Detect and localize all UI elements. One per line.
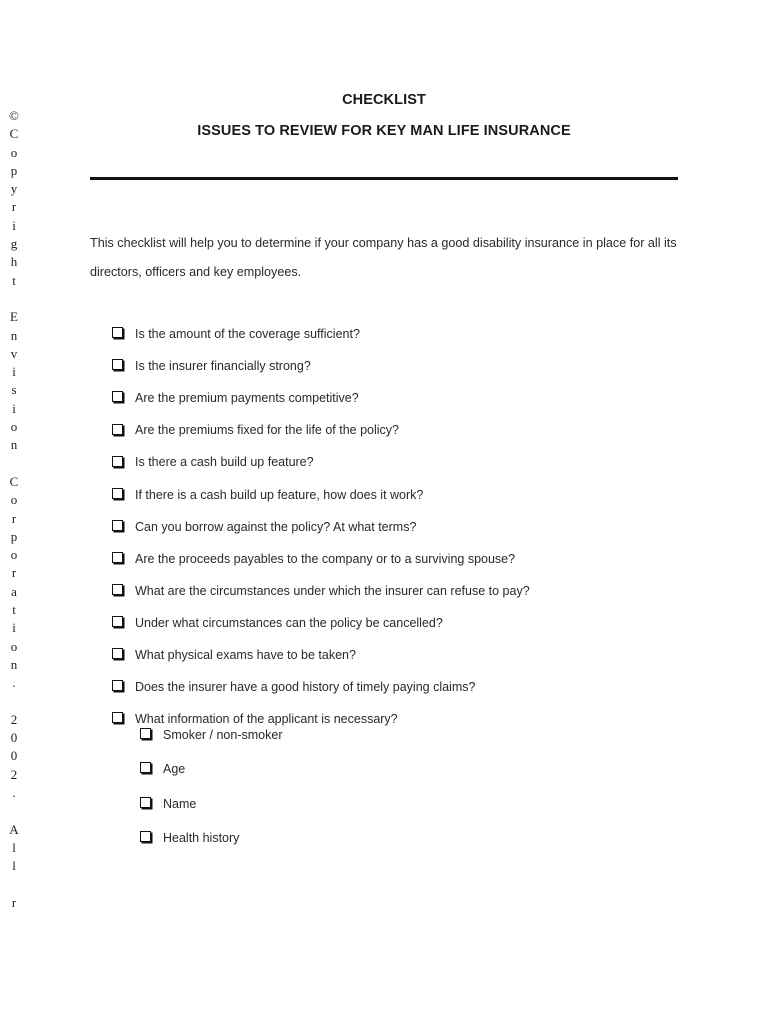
checklist-item-label: Can you borrow against the policy? At what terms? [135,519,417,534]
copyright-char: g [10,236,18,252]
checklist-item-label: Is the insurer financially strong? [135,359,311,374]
horizontal-divider [90,177,678,180]
copyright-char: A [9,821,19,837]
checkbox-icon[interactable] [112,391,123,402]
copyright-char: t [12,602,16,618]
checklist-item[interactable] [112,582,530,600]
checkbox-icon[interactable] [112,680,123,691]
checklist-item-label: Under what circumstances can the policy be cancelled? [135,615,443,630]
checklist-item[interactable] [112,486,423,504]
checklist-item-label: If there is a cash build up feature, how does it work? [135,487,424,502]
copyright-char: p [10,162,18,178]
copyright-char: s [11,382,17,398]
document-title: CHECKLIST [342,92,426,108]
checklist-item[interactable] [112,421,399,439]
checklist-subitem[interactable] [140,760,185,778]
copyright-char: C [9,126,19,142]
checkbox-icon[interactable] [140,831,151,842]
copyright-char: r [11,510,17,526]
checklist-item[interactable] [112,550,515,568]
copyright-char: o [10,492,18,508]
checkbox-icon[interactable] [112,648,123,659]
copyright-char: © [9,108,19,123]
checkbox-icon[interactable] [112,424,123,435]
copyright-char [6,875,22,893]
checklist-subitem-label: Health history [163,831,240,845]
checkbox-icon[interactable] [112,327,123,338]
copyright-char: o [10,638,18,654]
checkbox-icon[interactable] [112,488,123,499]
checklist-item[interactable] [112,646,356,664]
copyright-char: n [10,656,18,672]
copyright-char: 0 [10,748,18,764]
checkbox-icon[interactable] [140,728,151,739]
checkbox-icon[interactable] [140,797,151,808]
vertical-copyright-notice [6,107,22,912]
checklist-item-label: Are the proceeds payables to the company or to a surviving spouse? [135,551,516,566]
copyright-char: t [12,272,16,288]
checkbox-icon[interactable] [140,762,151,773]
checkbox-icon[interactable] [112,359,123,370]
checklist-item-label: What information of the applicant is necessary? [135,712,398,727]
copyright-char: . [12,675,16,691]
copyright-char: n [10,437,18,453]
copyright-char: i [12,217,16,233]
checkbox-icon[interactable] [112,456,123,467]
checklist-item-label: What are the circumstances under which the insurer can refuse to pay? [135,583,530,598]
copyright-char: r [11,565,17,581]
checklist-item[interactable] [112,453,314,471]
checklist-item[interactable] [112,357,311,375]
intro-line-2: directors, officers and key employees. [90,265,302,279]
copyright-char: l [12,839,16,855]
checkbox-icon[interactable] [112,616,123,627]
document-subtitle: ISSUES TO REVIEW FOR KEY MAN LIFE INSURANCE [197,123,571,139]
checklist-subitem[interactable] [140,795,196,813]
checklist-subitem-label: Name [163,797,197,811]
copyright-char: o [10,419,18,435]
copyright-char: y [10,181,18,197]
checklist-item-label: Is there a cash build up feature? [135,455,314,470]
checkbox-icon[interactable] [112,712,123,723]
copyright-char: l [12,858,16,874]
copyright-char: r [11,894,17,910]
checklist-item-label: Are the premium payments competitive? [135,391,359,406]
copyright-char [6,455,22,473]
copyright-char [6,290,22,308]
checkbox-icon[interactable] [112,584,123,595]
copyright-char [6,693,22,711]
copyright-char: o [10,144,18,160]
checklist-subitem-label: Age [163,762,186,776]
intro-paragraph [90,229,690,287]
checkbox-icon[interactable] [112,552,123,563]
copyright-char: p [10,528,18,544]
copyright-char: E [10,309,18,325]
checklist-item[interactable] [112,389,359,407]
checklist-subitem[interactable] [140,726,282,744]
checklist-item[interactable] [112,678,475,696]
checklist-item[interactable] [112,518,416,536]
copyright-char: 2 [10,711,18,727]
checklist-item[interactable] [112,614,443,632]
checklist-item[interactable] [112,325,360,343]
checklist-item-label: Are the premiums fixed for the life of the policy? [135,423,400,438]
checklist-item-label: What physical exams have to be taken? [135,648,356,662]
copyright-char: r [11,199,17,215]
copyright-char: v [10,345,18,361]
checklist-subitem-label: Smoker / non-smoker [163,728,283,742]
copyright-char: 0 [10,730,18,746]
copyright-char: a [11,583,17,599]
checklist-item-label: Is the amount of the coverage sufficient? [135,327,360,341]
copyright-char: i [12,400,16,416]
copyright-char [6,802,22,820]
checkbox-icon[interactable] [112,520,123,531]
copyright-char: 2 [10,766,18,782]
checklist-item-label: Does the insurer have a good history of timely paying claims? [135,680,476,695]
copyright-char: h [10,254,18,270]
intro-line-1: This checklist will help you to determine if your company has a good disability insurance in place for all its [90,236,677,250]
copyright-char: i [12,364,16,380]
copyright-char: o [10,547,18,563]
copyright-char: . [12,784,16,800]
copyright-char: C [9,473,19,489]
checklist-subitem[interactable] [140,829,239,847]
copyright-char: n [10,327,18,343]
copyright-char: i [12,620,16,636]
